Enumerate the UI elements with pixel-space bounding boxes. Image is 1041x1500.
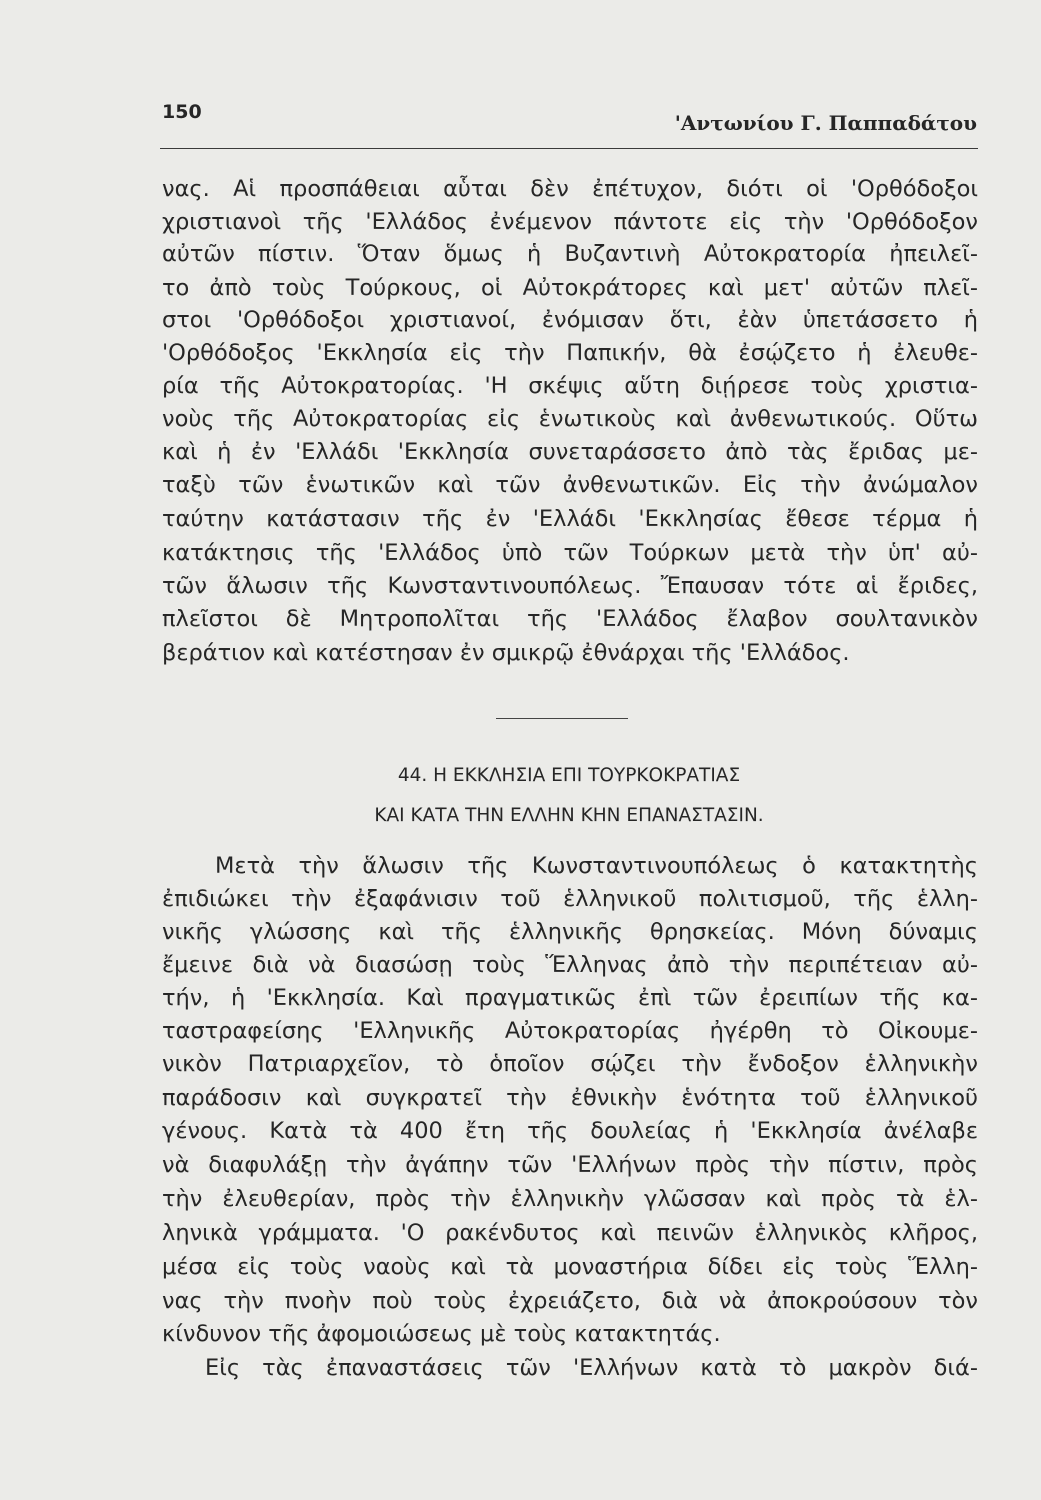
text-line: ρία τῆς Αὐτοκρατορίας. 'Η σκέψις αὕτη διῄρεσε τοὺς χριστια-: [162, 373, 978, 399]
text-line: γένους. Κατὰ τὰ 400 ἔτη τῆς δουλείας ἡ 'Εκκλησία ἀνέλαβε: [162, 1118, 978, 1144]
text-line: νοὺς τῆς Αὐτοκρατορίας εἰς ἑνωτικοὺς καὶ ἀνθενωτικούς. Οὕτω: [162, 406, 978, 432]
text-line: στοι 'Ορθόδοξοι χριστιανοί, ἐνόμισαν ὅτι, ἐὰν ὑπετάσσετο ἡ: [162, 307, 978, 333]
text-line: κατάκτησις τῆς 'Ελλάδος ὑπὸ τῶν Τούρκων μετὰ τὴν ὑπ' αὐ-: [162, 540, 978, 566]
text-line: ἔμεινε διὰ νὰ διασώσῃ τοὺς Ἕλληνας ἀπὸ τὴν περιπέτειαν αὐ-: [162, 952, 978, 978]
text-line: ταστραφείσης 'Ελληνικῆς Αὐτοκρατορίας ἠγέρθη τὸ Οἰκουμε-: [162, 1018, 978, 1044]
text-line: νὰ διαφυλάξῃ τὴν ἀγάπην τῶν 'Ελλήνων πρὸς τὴν πίστιν, πρὸς: [162, 1152, 978, 1178]
text-line: νας. Αἱ προσπάθειαι αὗται δὲν ἐπέτυχον, διότι οἱ 'Ορθόδοξοι: [162, 176, 978, 202]
text-line: τὴν ἐλευθερίαν, πρὸς τὴν ἑλληνικὴν γλῶσσαν καὶ πρὸς τὰ ἑλ-: [162, 1186, 978, 1212]
section-divider: [496, 718, 628, 719]
running-head: 'Αντωνίου Γ. Παππαδάτου: [674, 111, 977, 135]
text-line: βεράτιον καὶ κατέστησαν ἐν σμικρῷ ἐθνάρχαι τῆς 'Ελλάδος.: [162, 640, 850, 666]
text-line: ἐπιδιώκει τὴν ἐξαφάνισιν τοῦ ἑλληνικοῦ πολιτισμοῦ, τῆς ἑλλη-: [162, 886, 978, 912]
page-number: 150: [162, 101, 202, 123]
text-line: χριστιανοὶ τῆς 'Ελλάδος ἐνέμενον πάντοτε εἰς τὴν 'Ορθόδοξον: [162, 209, 978, 235]
text-line: καὶ ἡ ἐν 'Ελλάδι 'Εκκλησία συνεταράσσετο ἀπὸ τὰς ἔριδας με-: [162, 439, 978, 465]
text-line: νικὸν Πατριαρχεῖον, τὸ ὁποῖον σῴζει τὴν ἔνδοξον ἑλληνικὴν: [162, 1051, 978, 1077]
text-line: ταύτην κατάστασιν τῆς ἐν 'Ελλάδι 'Εκκλησίας ἔθεσε τέρμα ἡ: [162, 506, 978, 532]
section-heading-line-1: 44. Η ΕΚΚΛΗΣΙΑ ΕΠΙ ΤΟΥΡΚΟΚΡΑΤΙΑΣ: [397, 765, 741, 786]
text-line: νικῆς γλώσσης καὶ τῆς ἑλληνικῆς θρησκείας. Μόνη δύναμις: [162, 919, 978, 945]
header-rule: [160, 148, 978, 149]
text-line: Μετὰ τὴν ἅλωσιν τῆς Κωνσταντινουπόλεως ὁ κατακτητὴς: [215, 853, 978, 879]
text-line: πλεῖστοι δὲ Μητροπολῖται τῆς 'Ελλάδος ἔλαβον σουλτανικὸν: [162, 606, 978, 632]
text-line: 'Ορθόδοξος 'Εκκλησία εἰς τὴν Παπικήν, θὰ ἐσῴζετο ἡ ἐλευθε-: [162, 340, 978, 366]
text-line: ληνικὰ γράμματα. 'Ο ρακένδυτος καὶ πεινῶν ἑλληνικὸς κλῆρος,: [162, 1220, 978, 1246]
text-line: αὐτῶν πίστιν. Ὅταν ὅμως ἡ Βυζαντινὴ Αὐτοκρατορία ἠπειλεῖ-: [162, 241, 978, 267]
text-line: παράδοσιν καὶ συγκρατεῖ τὴν ἐθνικὴν ἑνότητα τοῦ ἑλληνικοῦ: [162, 1085, 978, 1111]
text-line: μέσα εἰς τοὺς ναοὺς καὶ τὰ μοναστήρια δίδει εἰς τοὺς Ἕλλη-: [162, 1254, 978, 1280]
text-line: το ἀπὸ τοὺς Τούρκους, οἱ Αὐτοκράτορες καὶ μετ' αὐτῶν πλεῖ-: [162, 275, 978, 301]
text-line: κίνδυνον τῆς ἀφομοιώσεως μὲ τοὺς κατακτητάς.: [162, 1321, 721, 1347]
text-line: ταξὺ τῶν ἑνωτικῶν καὶ τῶν ἀνθενωτικῶν. Εἰς τὴν ἀνώμαλον: [162, 472, 978, 498]
text-line: νας τὴν πνοὴν ποὺ τοὺς ἐχρειάζετο, διὰ νὰ ἀποκρούσουν τὸν: [162, 1288, 978, 1314]
text-line: τήν, ἡ 'Εκκλησία. Καὶ πραγματικῶς ἐπὶ τῶν ἐρειπίων τῆς κα-: [162, 985, 978, 1011]
section-heading-line-2: ΚΑΙ ΚΑΤΑ ΤΗΝ ΕΛΛΗΝ ΚΗΝ ΕΠΑΝΑΣΤΑΣΙΝ.: [374, 805, 764, 826]
text-line: Εἰς τὰς ἐπαναστάσεις τῶν 'Ελλήνων κατὰ τὸ μακρὸν διά-: [205, 1355, 978, 1381]
text-line: τῶν ἅλωσιν τῆς Κωνσταντινουπόλεως. Ἔπαυσαν τότε αἱ ἔριδες,: [162, 573, 978, 599]
